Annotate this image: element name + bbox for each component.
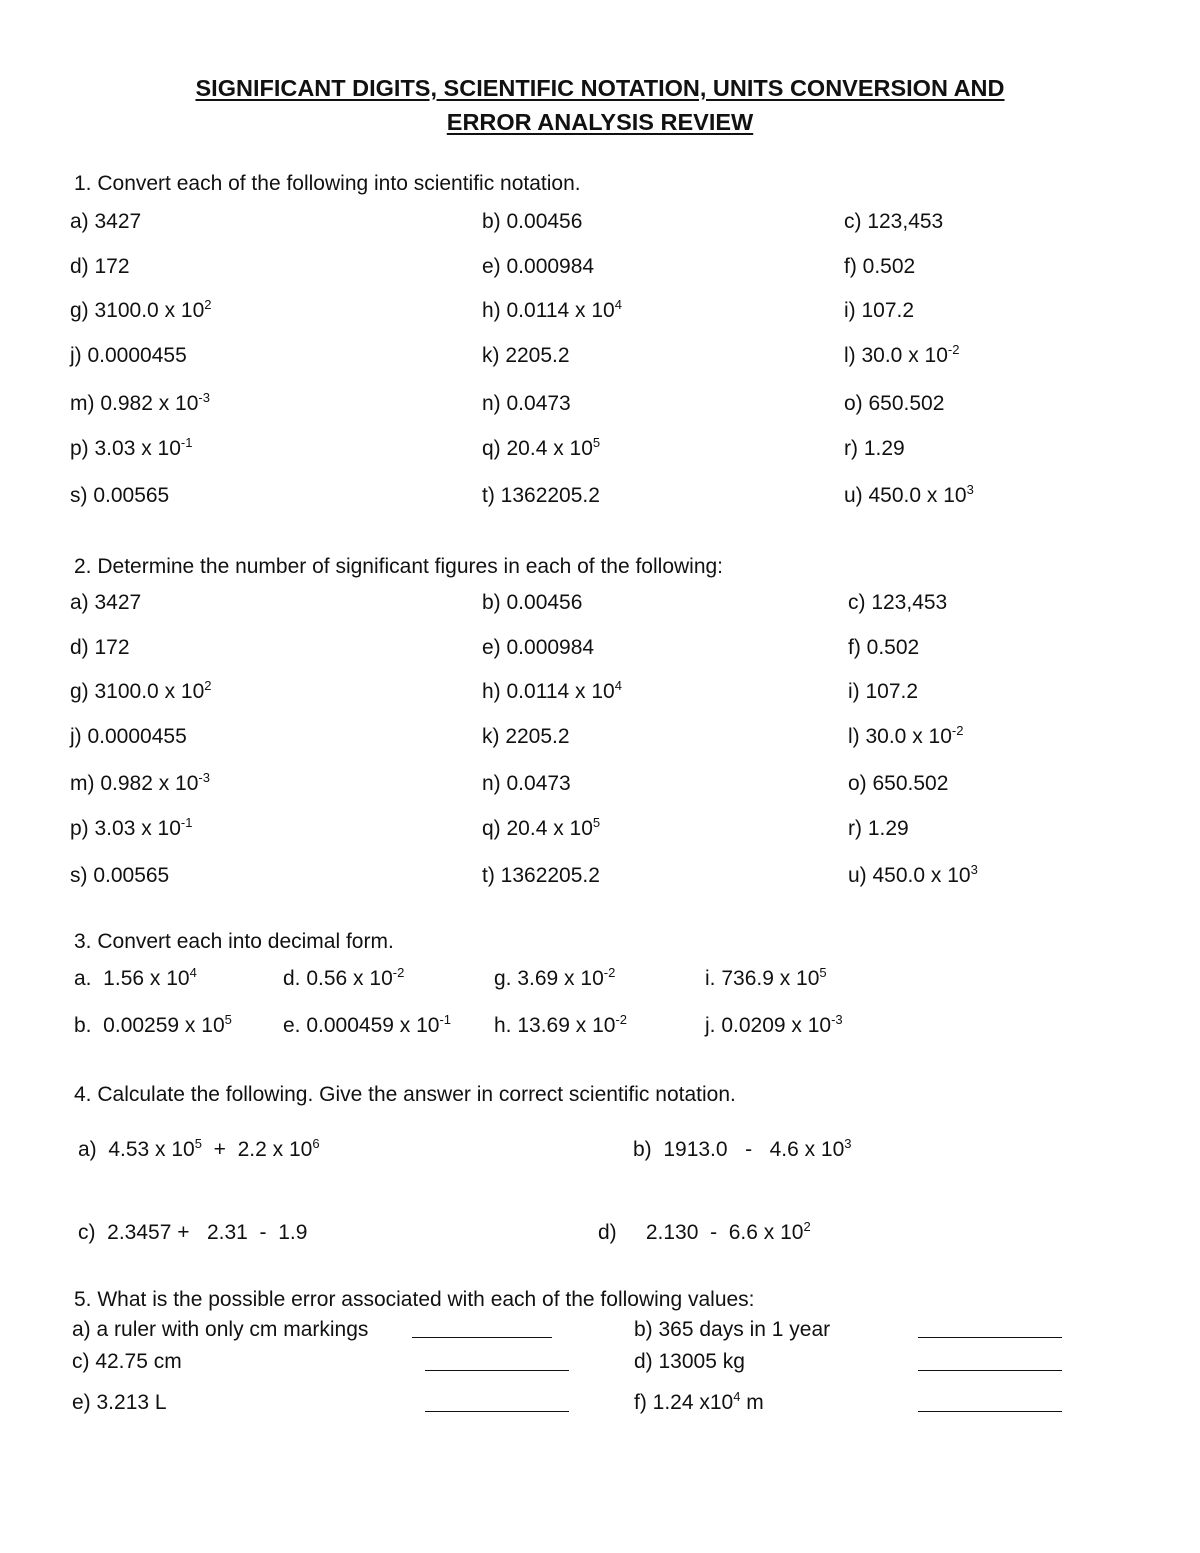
q4-heading: 4. Calculate the following. Give the answer in correct scientific notation.: [74, 1083, 736, 1106]
q3-item: g. 3.69 x $10^{-2}$: [494, 965, 616, 990]
q1-item: l) 30.0 x $10^{-2}$: [844, 342, 960, 367]
q2-item: n) 0.0473: [482, 772, 571, 795]
q5-answer-blank-a[interactable]: [412, 1336, 552, 1338]
q2-item: r) 1.29: [848, 817, 909, 840]
q4-item-d: d) 2.130 - 6.6 x $10^2$: [598, 1219, 811, 1244]
q5-item-a: a) a ruler with only cm markings: [72, 1318, 369, 1341]
q5-answer-blank-b[interactable]: [918, 1336, 1062, 1338]
q1-heading: 1. Convert each of the following into scientific notation.: [74, 172, 581, 195]
q1-item: f) 0.502: [844, 255, 916, 278]
q5-answer-blank-f[interactable]: [918, 1410, 1062, 1412]
q5-item-d: d) 13005 kg: [634, 1350, 745, 1373]
q1-item: m) 0.982 x $10^{-3}$: [70, 390, 210, 415]
q2-item: m) 0.982 x $10^{-3}$: [70, 770, 210, 795]
q1-item: q) 20.4 x $10^5$: [482, 435, 601, 460]
q1-item: e) 0.000984: [482, 255, 595, 278]
q2-item: a) 3427: [70, 591, 142, 614]
q2-item: h) 0.0114 x $10^4$: [482, 678, 622, 703]
q3-item: a. 1.56 x $10^4$: [74, 965, 197, 990]
q3-item: i. 736.9 x $10^5$: [705, 965, 827, 990]
q1-item: j) 0.0000455: [70, 344, 187, 367]
q1-item: p) 3.03 x $10^{-1}$: [70, 435, 193, 460]
q3-item: d. 0.56 x $10^{-2}$: [283, 965, 405, 990]
q3-item: b. 0.00259 x $10^5$: [74, 1012, 232, 1037]
q2-item: o) 650.502: [848, 772, 949, 795]
q1-item: s) 0.00565: [70, 484, 170, 507]
q2-heading: 2. Determine the number of significant figures in each of the following:: [74, 555, 724, 578]
q3-item: e. 0.000459 x $10^{-1}$: [283, 1012, 452, 1037]
q2-item: k) 2205.2: [482, 725, 570, 748]
q1-item: r) 1.29: [844, 437, 905, 460]
q2-item: t) 1362205.2: [482, 864, 600, 887]
q1-item: c) 123,453: [844, 210, 944, 233]
q1-item: n) 0.0473: [482, 392, 571, 415]
q2-item: d) 172: [70, 636, 130, 659]
q1-item: i) 107.2: [844, 299, 915, 322]
q1-item: a) 3427: [70, 210, 142, 233]
q2-item: g) 3100.0 x $10^2$: [70, 678, 212, 703]
q1-item: t) 1362205.2: [482, 484, 600, 507]
q2-item: q) 20.4 x $10^5$: [482, 815, 601, 840]
q1-item: d) 172: [70, 255, 130, 278]
q1-item: u) 450.0 x $10^3$: [844, 482, 974, 507]
worksheet-title-line-1: SIGNIFICANT DIGITS, SCIENTIFIC NOTATION, UNITS CONVERSION AND: [195, 75, 1005, 101]
q3-item: h. 13.69 x $10^{-2}$: [494, 1012, 627, 1037]
q5-item-b: b) 365 days in 1 year: [634, 1318, 831, 1341]
q2-item: c) 123,453: [848, 591, 948, 614]
q4-item-c: c) 2.3457 + 2.31 - 1.9: [78, 1221, 308, 1244]
q2-item: e) 0.000984: [482, 636, 595, 659]
q2-item: j) 0.0000455: [70, 725, 187, 748]
q2-item: i) 107.2: [848, 680, 919, 703]
q3-item: j. 0.0209 x $10^{-3}$: [705, 1012, 843, 1037]
q1-item: b) 0.00456: [482, 210, 583, 233]
q3-heading: 3. Convert each into decimal form.: [74, 930, 394, 953]
q2-item: f) 0.502: [848, 636, 920, 659]
q1-item: k) 2205.2: [482, 344, 570, 367]
q5-heading: 5. What is the possible error associated with each of the following values:: [74, 1288, 755, 1311]
q4-item-b: b) 1913.0 - 4.6 x $10^3$: [633, 1136, 852, 1161]
q5-answer-blank-e[interactable]: [425, 1410, 569, 1412]
q2-item: b) 0.00456: [482, 591, 583, 614]
q1-item: o) 650.502: [844, 392, 945, 415]
q2-item: u) 450.0 x $10^3$: [848, 862, 978, 887]
q5-answer-blank-d[interactable]: [918, 1369, 1062, 1371]
worksheet-title-line-2: ERROR ANALYSIS REVIEW: [446, 109, 754, 135]
q2-item: p) 3.03 x $10^{-1}$: [70, 815, 193, 840]
q2-item: s) 0.00565: [70, 864, 170, 887]
q5-item-c: c) 42.75 cm: [72, 1350, 182, 1373]
q1-item: h) 0.0114 x $10^4$: [482, 297, 622, 322]
q1-item: g) 3100.0 x $10^2$: [70, 297, 212, 322]
q2-item: l) 30.0 x $10^{-2}$: [848, 723, 964, 748]
q5-answer-blank-c[interactable]: [425, 1369, 569, 1371]
q5-item-f: f) 1.24 $x10^4$ m: [634, 1389, 764, 1414]
q4-item-a: a) 4.53 x $10^5 + 2.2$ x $10^6$: [78, 1136, 320, 1161]
q5-item-e: e) 3.213 L: [72, 1391, 167, 1414]
